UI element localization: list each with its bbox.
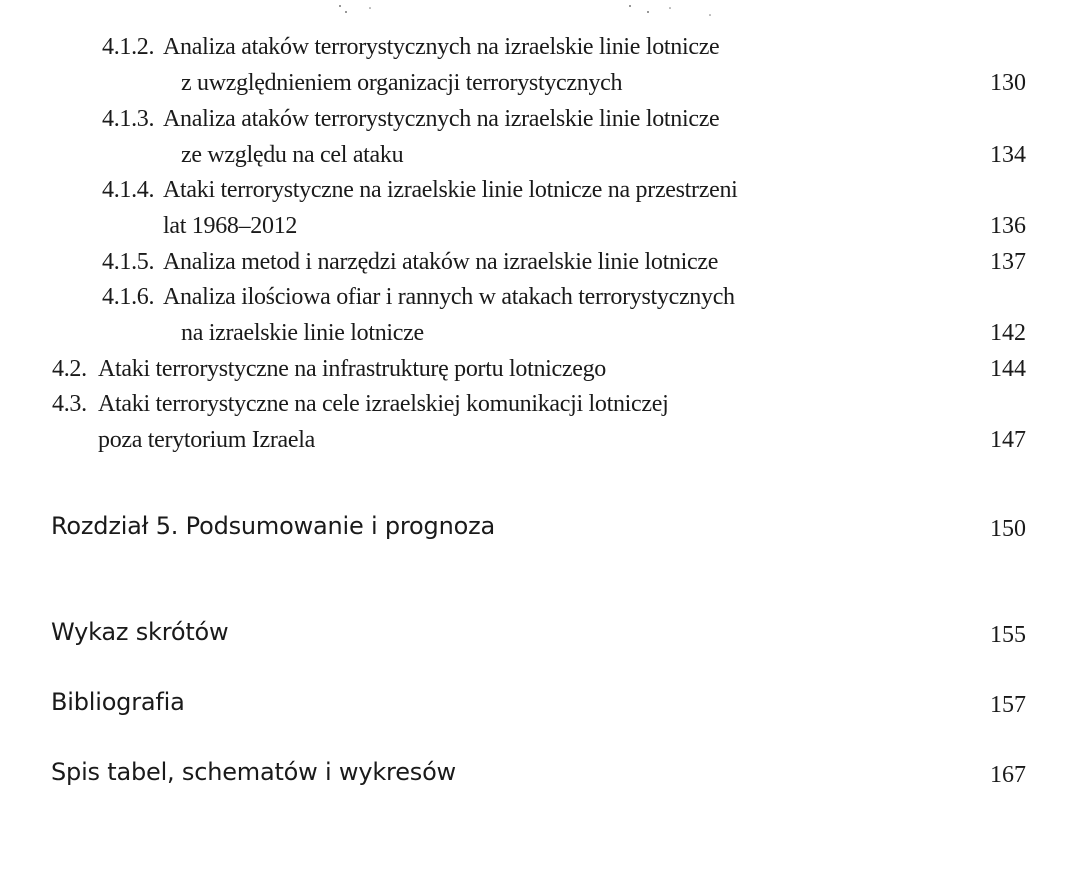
toc-page-number: 130: [990, 70, 1026, 96]
toc-entry-title[interactable]: Analiza metod i narzędzi ataków na izraelskie linie lotnicze: [163, 249, 719, 275]
toc-entry-number: 4.1.3.: [102, 106, 155, 132]
toc-entry-title[interactable]: Ataki terrorystyczne na izraelskie linie lotnicze na przestrzeni: [163, 177, 738, 203]
toc-page-number: 167: [990, 762, 1026, 788]
toc-chapter-title[interactable]: Bibliografia: [51, 688, 185, 716]
toc-chapter-title[interactable]: Rozdział 5. Podsumowanie i prognoza: [51, 512, 495, 540]
toc-entry-number: 4.1.6.: [102, 284, 155, 310]
toc-entry-number: 4.3.: [52, 391, 87, 417]
toc-page-number: 157: [990, 692, 1026, 718]
toc-page-number: 150: [990, 516, 1026, 542]
toc-page-number: 136: [990, 213, 1026, 239]
toc-page-number: 142: [990, 320, 1026, 346]
toc-page-number: 147: [990, 427, 1026, 453]
toc-page-number: 137: [990, 249, 1026, 275]
toc-entry-number: 4.1.4.: [102, 177, 155, 203]
toc-entry-title[interactable]: Ataki terrorystyczne na cele izraelskiej komunikacji lotniczej: [98, 391, 669, 417]
toc-entry-title-cont[interactable]: ze względu na cel ataku: [181, 142, 404, 168]
toc-entry-title[interactable]: Analiza ilościowa ofiar i rannych w atakach terrorystycznych: [163, 284, 735, 310]
toc-entry-title-cont[interactable]: z uwzględnieniem organizacji terrorystycznych: [181, 70, 623, 96]
toc-entry-number: 4.2.: [52, 356, 87, 382]
toc-chapter-title[interactable]: Wykaz skrótów: [51, 618, 229, 646]
toc-entry-title[interactable]: Ataki terrorystyczne na infrastrukturę portu lotniczego: [98, 356, 606, 382]
toc-entry-title-cont[interactable]: poza terytorium Izraela: [98, 427, 315, 453]
toc-chapter-title[interactable]: Spis tabel, schematów i wykresów: [51, 758, 456, 786]
toc-entry-title[interactable]: Analiza ataków terrorystycznych na izraelskie linie lotnicze: [163, 106, 720, 132]
toc-page-number: 134: [990, 142, 1026, 168]
toc-entry-title[interactable]: Analiza ataków terrorystycznych na izraelskie linie lotnicze: [163, 34, 720, 60]
toc-entry-number: 4.1.5.: [102, 249, 155, 275]
toc-page-number: 144: [990, 356, 1026, 382]
toc-entry-title-cont[interactable]: na izraelskie linie lotnicze: [181, 320, 424, 346]
toc-entry-title-cont[interactable]: lat 1968–2012: [163, 213, 298, 239]
toc-entry-number: 4.1.2.: [102, 34, 155, 60]
toc-page-number: 155: [990, 622, 1026, 648]
scan-noise: [330, 0, 730, 20]
